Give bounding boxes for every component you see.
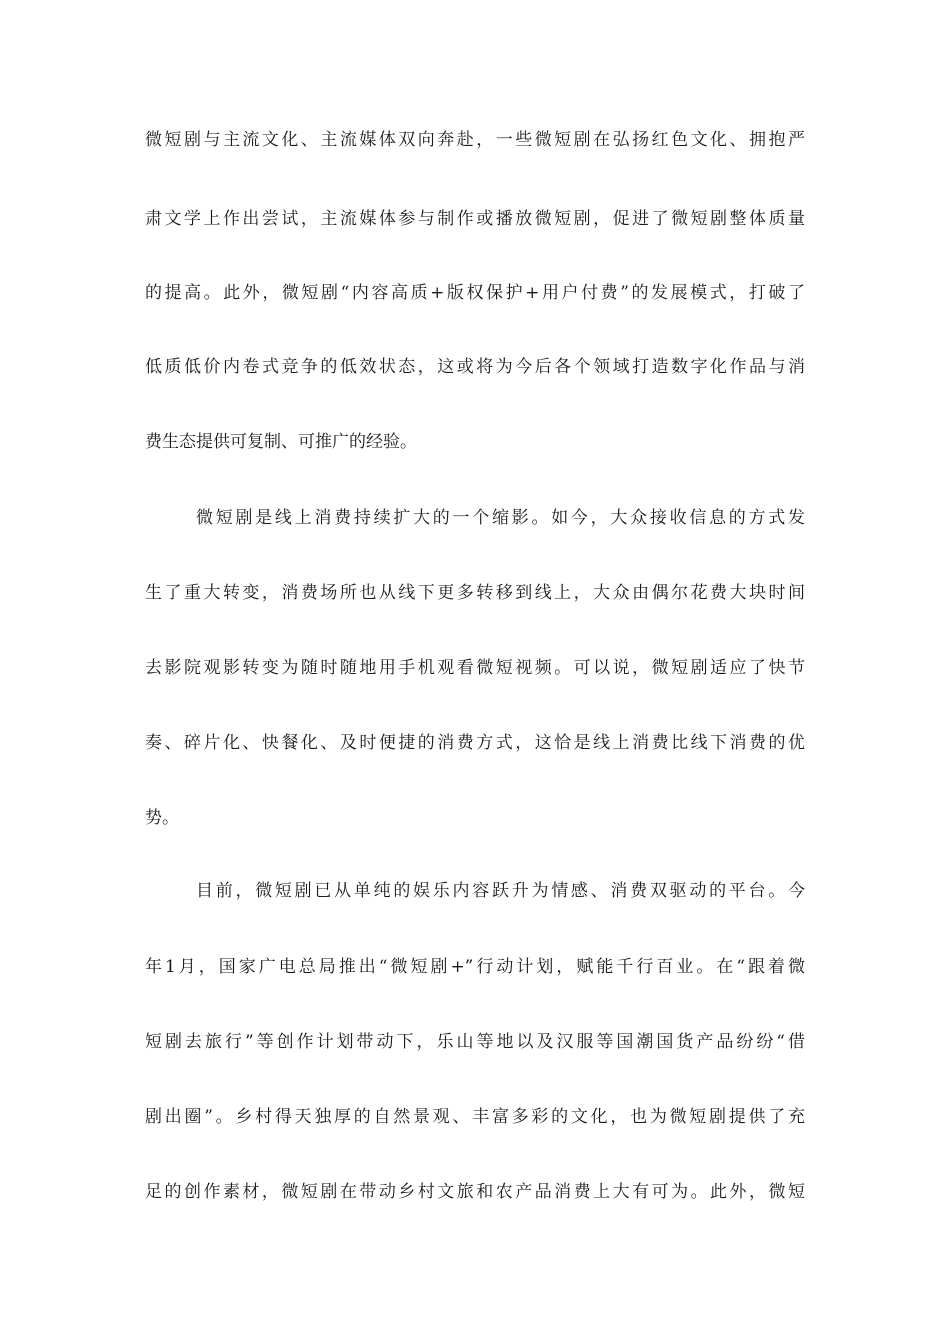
paragraph-3-line-4: 剧出圈”。乡村得天独厚的自然景观、丰富多彩的文化，也为微短剧提供了充 — [145, 1107, 805, 1127]
paragraph-1-line-2: 肃文学上作出尝试，主流媒体参与制作或播放微短剧，促进了微短剧整体质量 — [145, 209, 805, 229]
paragraph-3-line-2: 年1月，国家广电总局推出“微短剧+”行动计划，赋能千行百业。在“跟着微 — [145, 957, 805, 977]
paragraph-1-line-3: 的提高。此外，微短剧“内容高质+版权保护+用户付费”的发展模式，打破了 — [145, 283, 805, 303]
paragraph-1-line-4: 低质低价内卷式竞争的低效状态，这或将为今后各个领域打造数字化作品与消 — [145, 357, 805, 377]
paragraph-2-line-3: 去影院观影转变为随时随地用手机观看微短视频。可以说，微短剧适应了快节 — [145, 658, 805, 678]
paragraph-1-line-5: 费生态提供可复制、可推广的经验。 — [145, 432, 417, 452]
paragraph-3-line-3: 短剧去旅行”等创作计划带动下，乐山等地以及汉服等国潮国货产品纷纷“借 — [145, 1032, 805, 1052]
paragraph-2-line-5: 势。 — [145, 808, 179, 828]
paragraph-2-line-4: 奏、碎片化、快餐化、及时便捷的消费方式，这恰是线上消费比线下消费的优 — [145, 733, 805, 753]
paragraph-1-line-1: 微短剧与主流文化、主流媒体双向奔赴，一些微短剧在弘扬红色文化、拥抱严 — [145, 130, 805, 150]
paragraph-3-line-5: 足的创作素材，微短剧在带动乡村文旅和农产品消费上大有可为。此外，微短 — [145, 1182, 805, 1202]
paragraph-2-line-1: 微短剧是线上消费持续扩大的一个缩影。如今，大众接收信息的方式发 — [196, 508, 805, 528]
paragraph-3-line-1: 目前，微短剧已从单纯的娱乐内容跃升为情感、消费双驱动的平台。今 — [196, 881, 805, 901]
paragraph-2-line-2: 生了重大转变，消费场所也从线下更多转移到线上，大众由偶尔花费大块时间 — [145, 583, 805, 603]
